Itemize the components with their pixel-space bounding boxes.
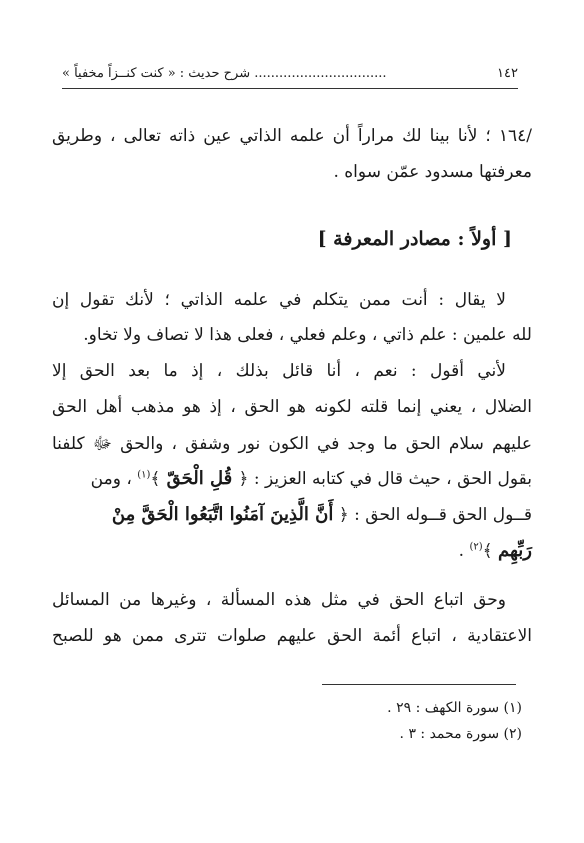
footnote-ref-1: (١) <box>137 469 151 481</box>
paragraph-2-line-6 <box>52 540 532 561</box>
footnote-ref-2: (٢) <box>469 541 483 553</box>
quran-verse-2-part-1: أَنَّ الَّذِينَ آمَنُوا اتَّبَعُوا الْحَقَّ مِنْ <box>111 504 334 525</box>
quran-verse-1: قُلِ الْحَقّ <box>160 468 239 489</box>
footnote-divider <box>322 684 516 685</box>
paragraph-2-line-1: لأني أقول : نعم ، أنا قائل بذلك ، إذ ما بعد الحق إلا <box>52 361 506 381</box>
paragraph-2-line-5 <box>52 504 532 525</box>
line-6-text-end: . <box>458 541 470 561</box>
quran-verse-2-part-2: رَبِّهِم <box>498 540 532 561</box>
page-header <box>62 64 518 89</box>
paragraph-1-line-2: لله علمين : علم ذاتي ، وعلم فعلي ، فعلى هذا لا تصاف ولا تخاو. <box>83 325 532 345</box>
line-5-text-start: قــول الحق قــوله الحق : ﴿ <box>333 505 532 525</box>
section-heading: [ أولاً : مصادر المعرفة ] <box>317 228 512 250</box>
intro-line-1: /١٦٤ ؛ لأنا بينا لك مراراً أن علمه الذاتي عين ذاته تعالى ، وطريق <box>52 126 533 146</box>
line-4-text-start: بقول الحق ، حيث قال في كتابه العزيز : ﴿ <box>238 469 532 489</box>
quran-bracket-close-2: ﴾ <box>482 541 499 561</box>
quran-bracket-close-1: ﴾ <box>150 469 161 489</box>
paragraph-2-line-2: الضلال ، يعني إنما قلته لكونه هو الحق ، إذ هو مذهب أهل الحق <box>52 397 532 417</box>
page-number: ١٤٢ <box>497 66 518 81</box>
paragraph-3-line-1: وحق اتباع الحق في مثل هذه المسألة ، وغيرها من المسائل <box>52 590 506 610</box>
intro-line-2: معرفتها مسدود عمّن سواه . <box>333 162 532 182</box>
paragraph-2-line-3: عليهم سلام الحق ما وجد في الكون نور وشفق ، والحق ﷻ كلفنا <box>52 434 532 454</box>
running-title: ................................ شرح حديث : « كنت كنــزاً مخفياً » <box>62 66 387 81</box>
footnote-1: (١) سورة الكهف : ٢٩ . <box>387 700 522 716</box>
line-4-text-end: ، ومن <box>90 469 138 489</box>
paragraph-3-line-2: الاعتقادية ، اتباع أئمة الحق عليهم صلوات تترى ممن هو للصبح <box>52 626 532 646</box>
footnote-2: (٢) سورة محمد : ٣ . <box>399 726 522 742</box>
paragraph-2-line-4 <box>52 468 532 489</box>
paragraph-1-line-1: لا يقال : أنت ممن يتكلم في علمه الذاتي ؛ لأنك تقول إن <box>52 290 506 310</box>
